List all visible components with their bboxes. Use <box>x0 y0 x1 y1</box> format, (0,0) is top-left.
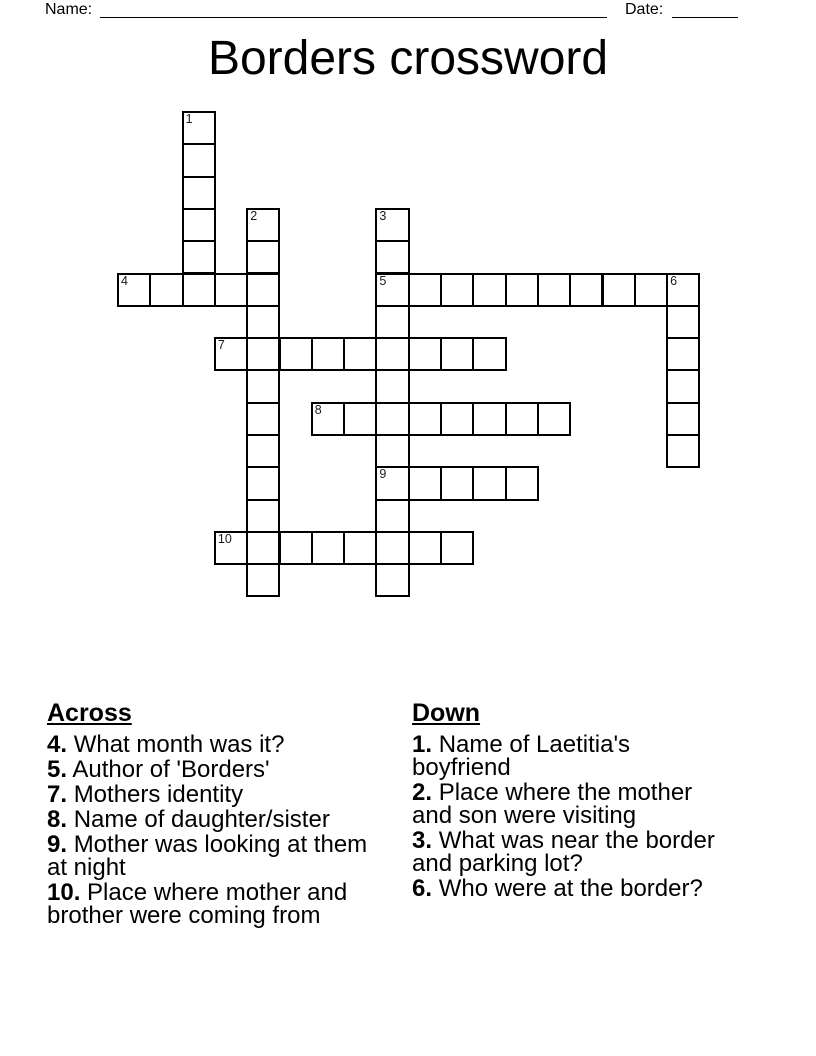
clue-number: 9. <box>47 831 68 858</box>
crossword-cell <box>182 176 216 210</box>
cell-number: 6 <box>670 273 678 288</box>
across-clue-list <box>47 733 382 927</box>
clue-number: 6. <box>412 875 433 902</box>
clue-down-2 <box>412 781 727 827</box>
crossword-cell <box>311 337 345 371</box>
down-clues-column <box>412 699 727 902</box>
clue-text: Who were at the border? <box>438 875 703 902</box>
name-label: Name: <box>45 1 93 18</box>
crossword-cell <box>375 240 409 274</box>
crossword-cell <box>440 273 474 307</box>
down-clue-list <box>412 733 727 900</box>
crossword-cell <box>505 466 539 500</box>
crossword-cell <box>214 273 248 307</box>
crossword-cell <box>246 466 280 500</box>
clue-text: What was near the border and parking lot? <box>412 827 715 877</box>
crossword-cell <box>246 273 280 307</box>
crossword-cell <box>246 531 280 565</box>
clue-text: Mothers identity <box>73 781 244 808</box>
crossword-cell <box>246 208 280 242</box>
clue-text: Name of daughter/sister <box>73 806 330 833</box>
cell-number: 4 <box>121 273 128 288</box>
crossword-cell <box>375 563 409 597</box>
clue-number: 5. <box>47 756 68 783</box>
clue-number: 10. <box>47 879 81 906</box>
crossword-cell <box>666 369 700 403</box>
crossword-cell <box>408 466 442 500</box>
crossword-cell <box>311 531 345 565</box>
crossword-cell <box>375 434 409 468</box>
crossword-cell <box>666 434 700 468</box>
cell-number: 3 <box>379 208 387 223</box>
crossword-cell <box>246 402 280 436</box>
crossword-cell <box>246 305 280 339</box>
crossword-cell <box>666 402 700 436</box>
clue-down-1 <box>412 733 727 779</box>
crossword-cell <box>440 337 474 371</box>
crossword-cell <box>505 273 539 307</box>
crossword-cell <box>182 273 216 307</box>
cell-number: 7 <box>217 338 225 353</box>
crossword-cell <box>666 273 700 307</box>
crossword-cell <box>343 337 377 371</box>
crossword-cell <box>182 143 216 177</box>
crossword-cell <box>375 531 409 565</box>
crossword-cell <box>343 531 377 565</box>
crossword-cell <box>182 208 216 242</box>
crossword-cell <box>246 369 280 403</box>
crossword-cell <box>440 466 474 500</box>
crossword-cell <box>182 111 216 145</box>
crossword-cell <box>634 273 668 307</box>
clue-across-7 <box>47 783 382 806</box>
crossword-cell <box>311 402 345 436</box>
crossword-cell <box>375 499 409 533</box>
crossword-cell <box>375 369 409 403</box>
cell-number: 5 <box>379 273 387 288</box>
cell-number: 2 <box>250 208 258 223</box>
clue-number: 2. <box>412 779 433 806</box>
crossword-cell <box>214 531 248 565</box>
crossword-cell <box>569 273 603 307</box>
crossword-cell <box>279 531 313 565</box>
crossword-cell <box>537 273 571 307</box>
cell-number: 1 <box>185 112 193 126</box>
clue-down-6 <box>412 877 727 900</box>
clue-across-8 <box>47 808 382 831</box>
across-clues-column <box>47 699 382 929</box>
crossword-cell <box>149 273 183 307</box>
clue-across-9 <box>47 833 382 879</box>
crossword-cell <box>375 402 409 436</box>
clue-text: Place where the mother and son were visiting <box>412 779 693 829</box>
crossword-cell <box>375 305 409 339</box>
clue-number: 1. <box>412 731 433 758</box>
crossword-cell <box>408 531 442 565</box>
down-heading: Down <box>412 699 481 727</box>
clue-text: Name of Laetitia's boyfriend <box>412 731 631 781</box>
crossword-cell <box>666 305 700 339</box>
clue-text: Mother was looking at them at night <box>47 831 368 881</box>
crossword-cell <box>408 402 442 436</box>
clue-down-3 <box>412 829 727 875</box>
clue-text: Place where mother and brother were coming from <box>47 879 348 929</box>
crossword-cell <box>472 402 506 436</box>
page-title: Borders crossword <box>207 32 609 85</box>
cell-number: 8 <box>314 402 322 417</box>
crossword-cell <box>408 337 442 371</box>
crossword-cell <box>375 337 409 371</box>
crossword-cell <box>343 402 377 436</box>
crossword-cell <box>375 273 409 307</box>
crossword-cell <box>408 273 442 307</box>
across-heading: Across <box>47 699 132 727</box>
clue-text: What month was it? <box>73 731 285 758</box>
clue-number: 4. <box>47 731 68 758</box>
clue-across-5 <box>47 758 382 781</box>
crossword-cell <box>472 466 506 500</box>
crossword-cell <box>472 273 506 307</box>
crossword-cell <box>246 563 280 597</box>
crossword-cell <box>505 402 539 436</box>
crossword-cell <box>440 531 474 565</box>
crossword-cell <box>666 337 700 371</box>
clue-text: Author of 'Borders' <box>72 756 270 783</box>
crossword-cell <box>182 240 216 274</box>
crossword-cell <box>214 337 248 371</box>
date-label: Date: <box>625 1 664 18</box>
name-blank-line <box>100 0 607 18</box>
crossword-cell <box>375 208 409 242</box>
crossword-cell <box>279 337 313 371</box>
crossword-cell <box>246 499 280 533</box>
date-blank-line <box>672 0 738 18</box>
crossword-cell <box>246 337 280 371</box>
clue-across-4 <box>47 733 382 756</box>
cell-number: 9 <box>379 467 387 482</box>
crossword-cell <box>472 337 506 371</box>
clue-number: 7. <box>47 781 68 808</box>
crossword-cell <box>246 434 280 468</box>
cell-number: 10 <box>217 531 232 546</box>
crossword-cell <box>537 402 571 436</box>
clue-across-10 <box>47 881 382 927</box>
crossword-cell <box>602 273 636 307</box>
clue-number: 3. <box>412 827 433 854</box>
crossword-cell <box>375 466 409 500</box>
crossword-cell <box>117 273 151 307</box>
crossword-cell <box>246 240 280 274</box>
clue-number: 8. <box>47 806 68 833</box>
crossword-cell <box>440 402 474 436</box>
